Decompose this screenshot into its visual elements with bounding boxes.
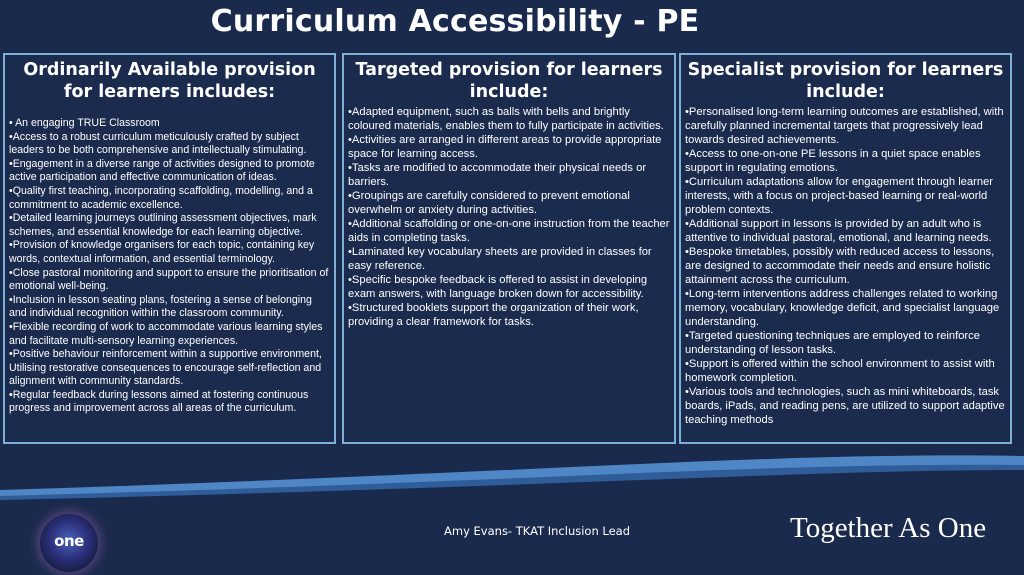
list-item: •Specific bespoke feedback is offered to assist in developing exam answers, with language broken down for accessibility. bbox=[348, 274, 648, 300]
list-item: •Positive behaviour reinforcement within a supportive environment, Utilising restorative consequences to encourage self-reflection and alignment with community standards. bbox=[9, 348, 322, 388]
list-item: •Close pastoral monitoring and support to ensure the prioritisation of emotional well-being. bbox=[9, 266, 329, 293]
list-item: •Inclusion in lesson seating plans, fostering a sense of belonging and individual recognition within the classroom community. bbox=[9, 293, 312, 320]
list-item: •Targeted questioning techniques are employed to reinforce understanding of lesson tasks. bbox=[685, 330, 980, 356]
motto: Together As One bbox=[790, 512, 987, 544]
logo-text: one bbox=[54, 532, 84, 550]
list-item: •Additional scaffolding or one-on-one instruction from the teacher aids in completing tasks. bbox=[348, 218, 670, 244]
list-item: •Curriculum adaptations allow for engagement through learner interests, with a focus on project-based learning or real-world problem contexts. bbox=[685, 176, 994, 216]
list-item: •Access to a robust curriculum meticulously crafted by subject leaders to be both comprehensive and intellectually stimulating. bbox=[9, 130, 307, 157]
list-item: •Quality first teaching, incorporating scaffolding, modelling, and a commitment to academic excellence. bbox=[9, 184, 313, 211]
provision-list bbox=[348, 105, 670, 329]
ordinarily-available-panel bbox=[3, 53, 336, 444]
list-item: •Engagement in a diverse range of activities designed to promote active participation and effective communication of ideas. bbox=[9, 157, 315, 184]
list-item: •Regular feedback during lessons aimed at fostering continuous progress and improvement across all areas of the curriculum. bbox=[9, 388, 309, 415]
list-item: •Support is offered within the school environment to assist with homework completion. bbox=[685, 358, 995, 384]
decorative-wave bbox=[0, 440, 1024, 500]
list-item: •Flexible recording of work to accommodate various learning styles and facilitate multi-sensory learning experiences. bbox=[9, 320, 323, 347]
list-item: •Personalised long-term learning outcomes are established, with carefully planned incremental targets that progressively lead towards desired achievements. bbox=[685, 106, 1004, 146]
list-item: •Adapted equipment, such as balls with bells and brightly coloured materials, enables them to fully participate in activities. bbox=[348, 106, 664, 132]
specialist-provision-panel bbox=[679, 53, 1012, 444]
list-item: •Groupings are carefully considered to prevent emotional overwhelm or anxiety during activities. bbox=[348, 190, 630, 216]
list-item: •Bespoke timetables, possibly with reduced access to lessons, are designed to accommodate their needs and ensure holistic attainment across the curriculum. bbox=[685, 246, 995, 286]
list-item: •Activities are arranged in different areas to provide appropriate space for learning access. bbox=[348, 134, 662, 160]
panel-heading: Ordinarily Available provision for learners includes: bbox=[23, 60, 316, 102]
list-item: •Detailed learning journeys outlining assessment objectives, mark schemes, and essential knowledge for each learning objective. bbox=[9, 212, 317, 238]
list-item: •Access to one-on-one PE lessons in a quiet space enables support in regulating emotions. bbox=[685, 148, 981, 174]
list-item: •Structured booklets support the organization of their work, providing a clear framework for tasks. bbox=[348, 302, 639, 328]
provision-list bbox=[9, 117, 330, 416]
list-item: •Additional support in lessons is provided by an adult who is attentive to individual pastoral, emotional, and learning needs. bbox=[685, 218, 992, 244]
panel-heading: Targeted provision for learners include: bbox=[355, 60, 663, 102]
list-item: •Laminated key vocabulary sheets are provided in classes for easy reference. bbox=[348, 246, 652, 272]
list-item: •Tasks are modified to accommodate their physical needs or barriers. bbox=[348, 162, 647, 188]
list-item: •Various tools and technologies, such as mini whiteboards, task boards, iPads, and reading pens, are utilized to support adaptive teaching methods bbox=[685, 386, 1005, 426]
panel-heading: Specialist provision for learners include: bbox=[687, 60, 1004, 102]
targeted-provision-panel bbox=[342, 53, 676, 444]
list-item: • An engaging TRUE Classroom bbox=[9, 117, 160, 129]
slide-title: Curriculum Accessibility - PE bbox=[210, 4, 700, 39]
list-item: •Long-term interventions address challenges related to working memory, vocabulary, knowledge deficit, and specialist language understanding. bbox=[685, 288, 1000, 328]
one-logo bbox=[40, 514, 98, 572]
list-item: •Provision of knowledge organisers for each topic, containing key words, contextual information, and essential terminology. bbox=[9, 239, 315, 265]
provision-list bbox=[685, 105, 1006, 427]
author-credit: Amy Evans- TKAT Inclusion Lead bbox=[444, 524, 631, 538]
